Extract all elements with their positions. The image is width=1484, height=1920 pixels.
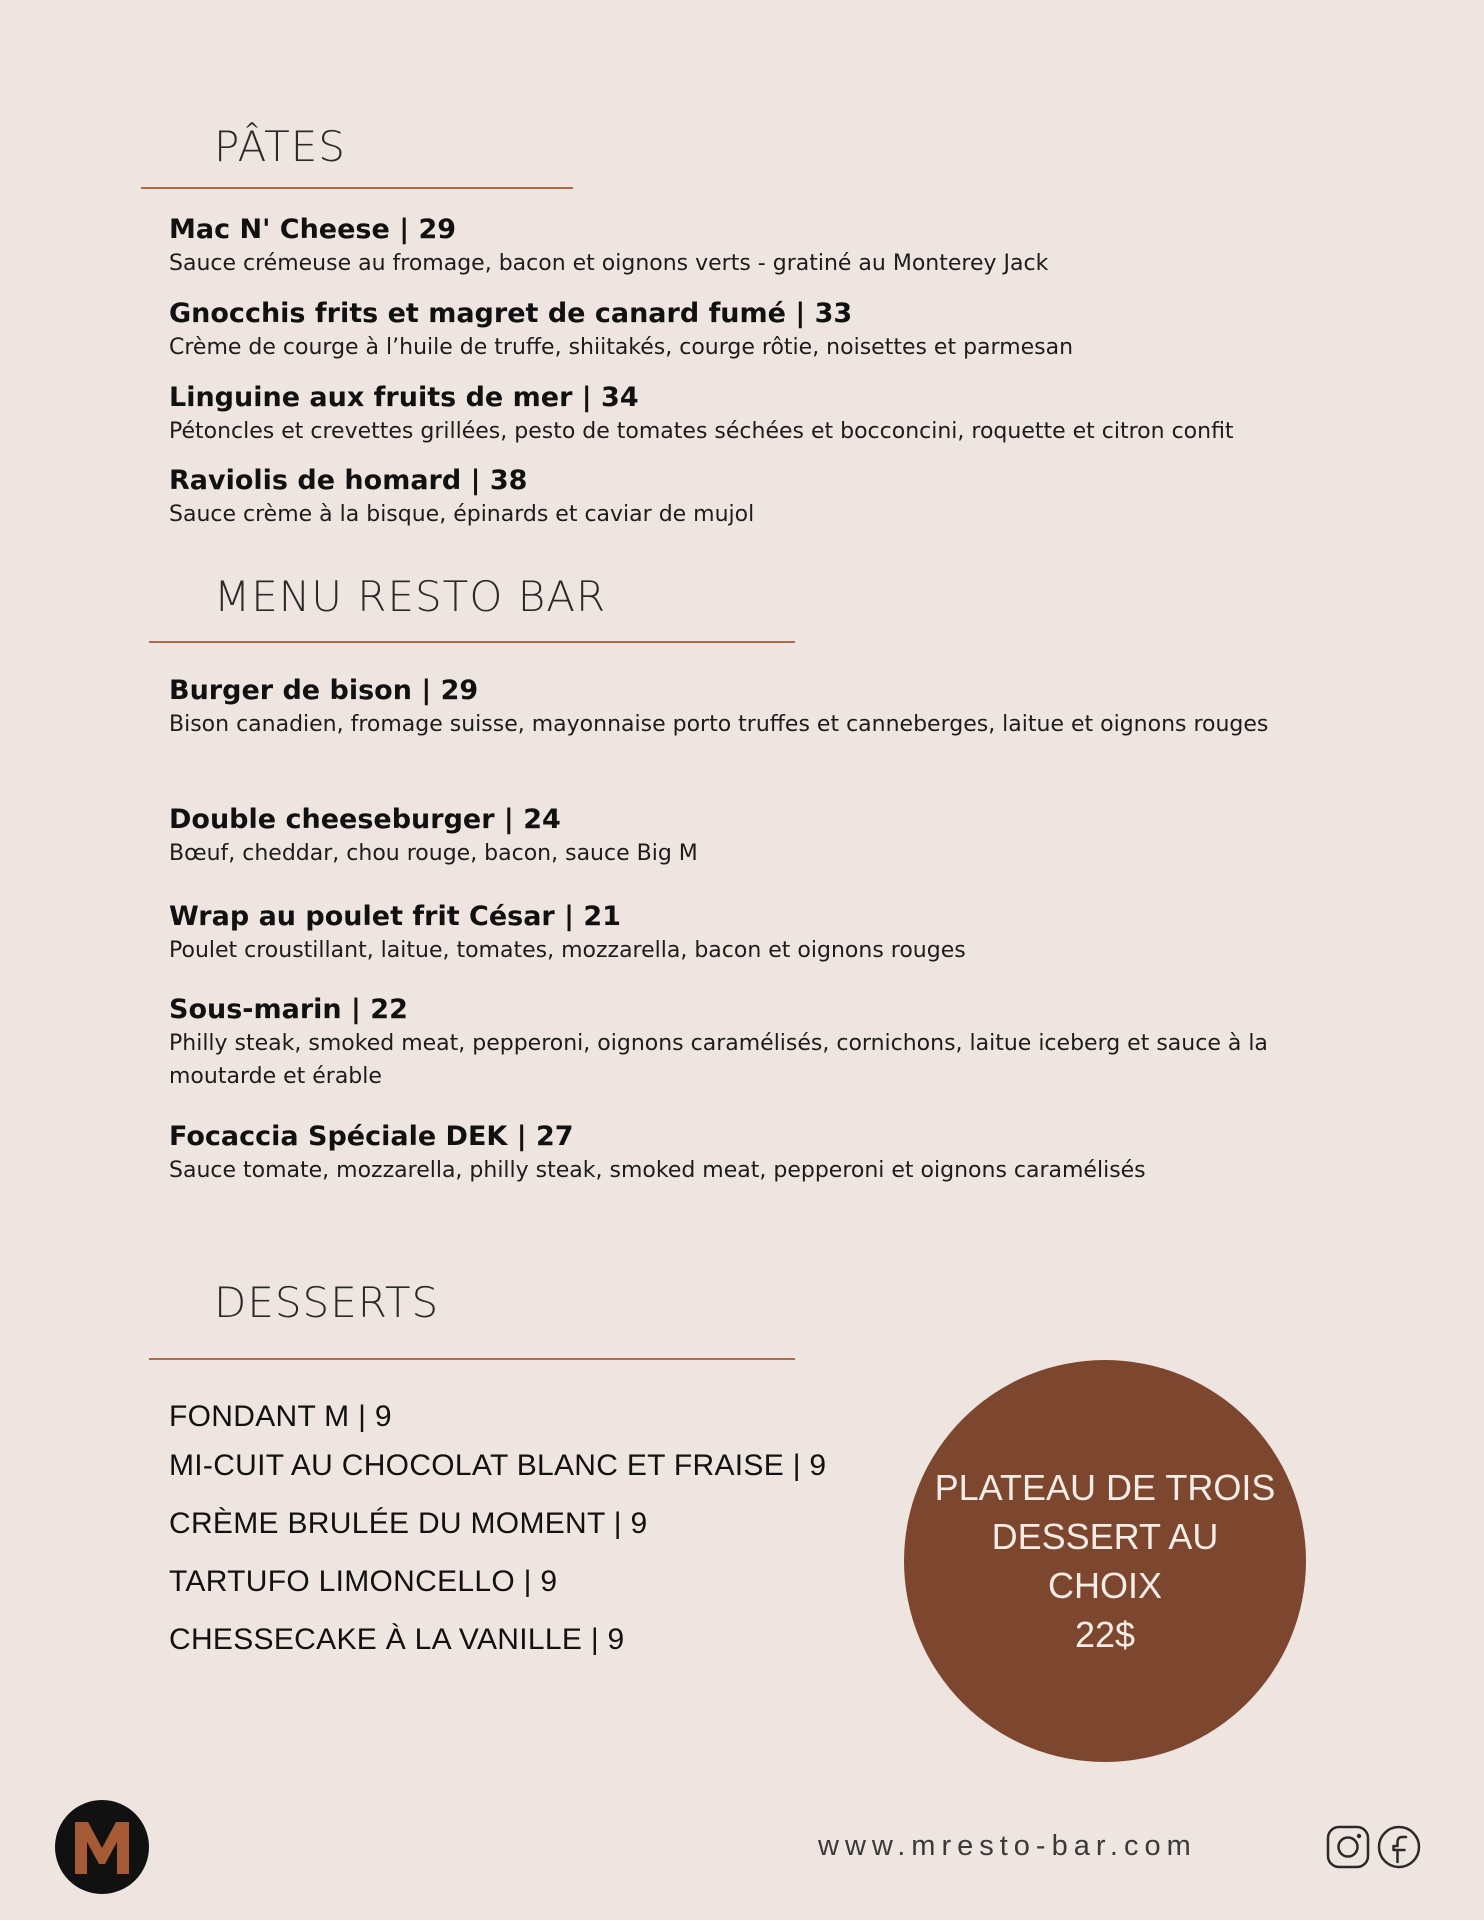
- menu-item: [169, 993, 1319, 1093]
- menu-item: [169, 674, 1319, 741]
- item-description: Bison canadien, fromage suisse, mayonnaise porto truffes et canneberges, laitue et oignons rouges: [169, 712, 1269, 737]
- item-description: Bœuf, cheddar, chou rouge, bacon, sauce Big M: [169, 841, 698, 866]
- menu-item: [169, 1120, 1319, 1187]
- restaurant-logo: [55, 1800, 149, 1894]
- badge-line: CHOIX: [1047, 1565, 1162, 1606]
- item-description: Sauce tomate, mozzarella, philly steak, smoked meat, pepperoni et oignons caramélisés: [169, 1158, 1146, 1183]
- item-description: Sauce crème à la bisque, épinards et caviar de mujol: [169, 502, 755, 527]
- item-name: Sous-marin | 22: [169, 994, 408, 1025]
- badge-price: 22$: [1074, 1614, 1136, 1655]
- item-name: Burger de bison | 29: [169, 675, 479, 706]
- menu-item: [169, 803, 1319, 870]
- section-divider-pates: [141, 187, 573, 189]
- badge-line: DESSERT AU: [991, 1516, 1219, 1557]
- dessert-item: CHESSECAKE À LA VANILLE | 9: [169, 1623, 625, 1656]
- item-name: Raviolis de homard | 38: [169, 465, 528, 496]
- logo-m-mark: [55, 1800, 149, 1894]
- menu-item: [169, 213, 1319, 280]
- section-divider-resto-bar: [149, 641, 795, 643]
- menu-item: [169, 464, 1319, 531]
- instagram-icon[interactable]: [1325, 1824, 1371, 1870]
- item-description: Pétoncles et crevettes grillées, pesto de tomates séchées et bocconcini, roquette et citron confit: [169, 419, 1234, 444]
- dessert-platter-badge: [904, 1360, 1306, 1762]
- item-description: Poulet croustillant, laitue, tomates, mozzarella, bacon et oignons rouges: [169, 938, 966, 963]
- item-description: Philly steak, smoked meat, pepperoni, oignons caramélisés, cornichons, laitue iceberg et sauce à la moutarde et érable: [169, 1031, 1268, 1089]
- section-title-desserts: DESSERTS: [214, 1278, 440, 1327]
- menu-item: [169, 900, 1319, 967]
- item-name: Wrap au poulet frit César | 21: [169, 901, 621, 932]
- item-description: Sauce crémeuse au fromage, bacon et oignons verts - gratiné au Monterey Jack: [169, 251, 1049, 276]
- website-link[interactable]: www.mresto-bar.com: [818, 1830, 1197, 1862]
- facebook-icon[interactable]: [1376, 1824, 1422, 1870]
- item-name: Focaccia Spéciale DEK | 27: [169, 1121, 574, 1152]
- dessert-item: MI-CUIT AU CHOCOLAT BLANC ET FRAISE | 9: [169, 1449, 827, 1482]
- dessert-item: TARTUFO LIMONCELLO | 9: [169, 1565, 558, 1598]
- item-name: Mac N' Cheese | 29: [169, 214, 457, 245]
- section-title-resto-bar: MENU RESTO BAR: [214, 572, 607, 621]
- section-title-pates: PÂTES: [214, 122, 346, 171]
- badge-line: PLATEAU DE TROIS: [934, 1467, 1276, 1508]
- item-name: Linguine aux fruits de mer | 34: [169, 382, 639, 413]
- item-name: Double cheeseburger | 24: [169, 804, 561, 835]
- menu-item: [169, 381, 1319, 448]
- section-divider-desserts: [149, 1358, 795, 1360]
- item-description: Crème de courge à l’huile de truffe, shiitakés, courge rôtie, noisettes et parmesan: [169, 335, 1074, 360]
- dessert-item: FONDANT M | 9: [169, 1400, 392, 1433]
- dessert-item: CRÈME BRULÉE DU MOMENT | 9: [169, 1507, 648, 1540]
- menu-item: [169, 297, 1319, 364]
- item-name: Gnocchis frits et magret de canard fumé | 33: [169, 298, 853, 329]
